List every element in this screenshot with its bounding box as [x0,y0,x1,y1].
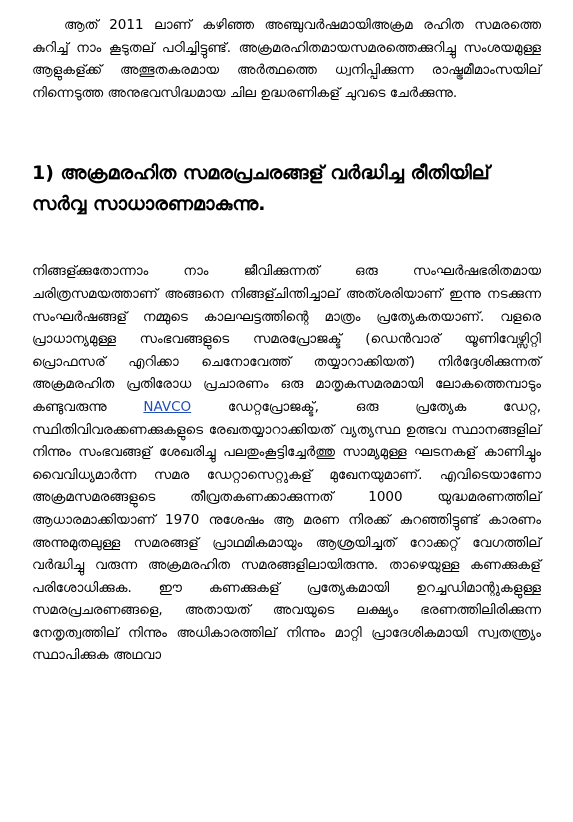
body-text-part-1: നിങ്ങള്ക്കുതോന്നാം നാം ജീവിക്കുന്നത് ഒരു സംഘര്‍ഷഭരിതമായ ചരിത്രസമയത്താണ് അങ്ങനെ നിങ്ങള്ചിന്തിച്ചാല് അത്ശരിയാണ് ഇന്നു നടക്കുന്ന സംഘര്‍ഷങ്ങള് നമ്മുടെ കാലഘട്ടത്തിന്റെ മാത്രം പ്രത്യേകതയാണ്. വളരെ പ്രാധാന്യമുള്ള സംഭവങ്ങളുടെ സമരപ്രോജക്ട് (ഡെന്‍വാര് യൂണിവേഴ്സിറ്റി പ്രൊഫസര് എറിക്കാ ചെനോവേത്ത് തയ്യാറാക്കിയത്) നിര്‍ദ്ദേശിക്കുന്നത് അക്രമരഹിത പ്രതിരോധ പ്രചാരണം ഒരു മാതൃകസമരമായി ലോകത്തെമ്പാടും കണ്ടുവരുന്നു [32,263,541,415]
intro-paragraph: ആത് 2011 ലാണ് കഴിഞ്ഞ അഞ്ചുവര്‍ഷമായിഅക്രമ രഹിത സമരത്തെ കുറിച്ച് നാം കൂടുതല് പഠിച്ചിട്ടുണ്ട്. അക്രമരഹിതമായസമരത്തെക്കുറിച്ചു സംശയമുള്ള ആളുകള്ക്ക് അത്ഭുതകരമായ അര്‍ത്ഥത്തെ ധ്വനിപ്പിക്കുന്ന രാഷ്ട്രമീമാംസയില് നിന്നെടുത്ത അനുഭവസിദ്ധമായ ചില ഉദ്ധരണികള് ചുവടെ ചേര്‍ക്കുന്നു. [32,17,541,101]
section-heading: 1) അക്രമരഹിത സമരപ്രചരങ്ങള് വര്‍ദ്ധിച്ച രീതിയില് സര്‍വ്വ സാധാരണമാകുന്നു. [32,162,490,216]
body-text-part-2: ഡേറ്റപ്രോജക്ട്, ഒരു പ്രത്യേക ഡേറ്റ, സ്ഥിതിവിവരക്കണക്കുകളുടെ രേഖതയ്യാറാക്കിയത് വ്യത്യസ്ഥ ഉത്ഭവ സ്ഥാനങ്ങളില് നിന്നും സംഭവങ്ങള് ശേഖരിച്ചു പലതുംകൂട്ടിച്ചേര്‍ത്തു സാമ്യമുള്ള ഘടനകള് കാണിച്ചും വൈവിധ്യമാര്‍ന്ന സമര ഡേറ്റാസെറ്റുകള് മുഖേനയുമാണ്. എവിടെയാണോ അക്രമസമരങ്ങളുടെ തീവ്രതകണക്കാക്കുന്നത് 1000 യുദ്ധമരണത്തില് ആധാരമാക്കിയാണ് 1970 നുശേഷം ആ മരണ നിരക്ക് കുറഞ്ഞിട്ടുണ്ട് കാരണം അന്നുമുതലുള്ള സമരങ്ങള് പ്രാഥമികമായും ആശ്രയിച്ചത് റോക്കറ്റ് വേഗത്തില് വര്‍ദ്ധിച്ചു വരുന്ന അക്രമരഹിത സമരങ്ങളിലായിരുന്നു. താഴെയുള്ള കണക്കുകള് പരിശോധിക്കുക. ഈ കണക്കുകള് പ്രത്യേകമായി ഉറച്ചഡിമാന്റുകളുള്ള സമരപ്രചരണങ്ങളെ, അതായത് അവയുടെ ലക്ഷ്യം ഭരണത്തിലിരിക്കുന്ന നേതൃത്വത്തില് നിന്നും അധികാരത്തില് നിന്നും മാറ്റി പ്രാദേശികമായി സ്വതന്ത്ര്യം സ്ഥാപിക്കുക അഥവാ [32,398,541,664]
navco-link[interactable]: NAVCO [143,398,192,415]
section-body-paragraph [32,260,541,667]
